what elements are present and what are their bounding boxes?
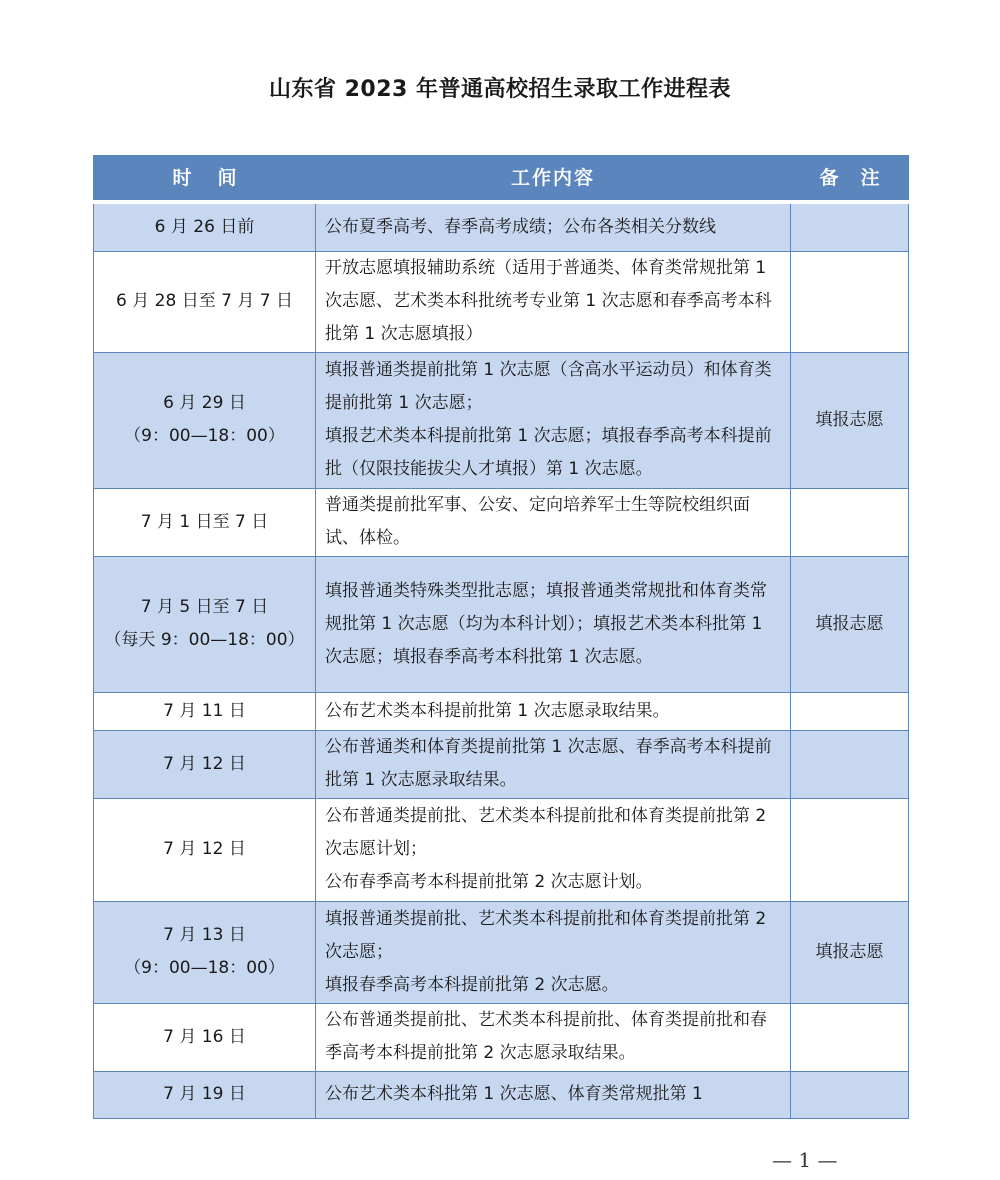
cell-content [316, 692, 791, 730]
cell-content [316, 798, 791, 901]
time-line: 7 月 5 日至 7 日 [140, 597, 269, 617]
page-title: 山东省 2023 年普通高校招生录取工作进程表 [268, 77, 732, 102]
content-line: 填报普通类特殊类型批志愿；填报普通类常规批和体育类常规批第 1 次志愿（均为本科计划）；填报艺术类本科批第 1 次志愿；填报春季高考本科批第 1 次志愿。 [325, 580, 767, 667]
cell-note [791, 251, 909, 352]
content-line: 普通类提前批军事、公安、定向培养军士生等院校组织面试、体检。 [325, 495, 750, 548]
table-row [94, 901, 909, 1003]
time-line: 7 月 13 日 [163, 925, 246, 945]
cell-note: 填报志愿 [791, 352, 909, 488]
cell-note: 填报志愿 [791, 901, 909, 1003]
cell-note [791, 488, 909, 556]
cell-time [94, 488, 316, 556]
cell-content [316, 901, 791, 1003]
cell-note [791, 692, 909, 730]
cell-time [94, 798, 316, 901]
admission-schedule-table [93, 155, 909, 1119]
cell-note: 填报志愿 [791, 556, 909, 692]
cell-time [94, 1003, 316, 1071]
table-row [94, 1071, 909, 1118]
table-row [94, 692, 909, 730]
cell-content [316, 730, 791, 798]
table-row [94, 1003, 909, 1071]
content-line: 公布春季高考本科提前批第 2 次志愿计划。 [325, 872, 653, 892]
table-row [94, 798, 909, 901]
cell-note [791, 202, 909, 251]
content-line: 公布普通类和体育类提前批第 1 次志愿、春季高考本科提前批第 1 次志愿录取结果。 [325, 737, 772, 790]
content-line: 填报艺术类本科提前批第 1 次志愿；填报春季高考本科提前批（仅限技能拔尖人才填报）第 1 次志愿。 [325, 426, 772, 479]
header-note: 备注 [791, 156, 909, 203]
content-line: 填报普通类提前批第 1 次志愿（含高水平运动员）和体育类提前批第 1 次志愿； [325, 360, 772, 413]
time-line: 6 月 29 日 [163, 393, 246, 413]
cell-content [316, 251, 791, 352]
cell-note [791, 798, 909, 901]
time-line: （9：00—18：00） [124, 958, 285, 978]
cell-time [94, 692, 316, 730]
content-line: 公布普通类提前批、艺术类本科提前批、体育类提前批和春季高考本科提前批第 2 次志愿录取结果。 [325, 1010, 767, 1063]
cell-time [94, 556, 316, 692]
cell-content [316, 352, 791, 488]
cell-time [94, 901, 316, 1003]
time-line: 7 月 12 日 [163, 753, 246, 774]
content-line: 公布夏季高考、春季高考成绩；公布各类相关分数线 [325, 216, 716, 237]
time-line: 6 月 28 日至 7 月 7 日 [116, 291, 293, 311]
content-line: 公布普通类提前批、艺术类本科提前批和体育类提前批第 2 次志愿计划； [325, 806, 767, 859]
cell-time [94, 1071, 316, 1118]
content-line: 填报春季高考本科提前批第 2 次志愿。 [325, 974, 619, 995]
time-line: 7 月 16 日 [163, 1026, 246, 1047]
time-line: 6 月 26 日前 [154, 216, 255, 237]
header-time: 时间 [94, 156, 316, 203]
cell-content [316, 1071, 791, 1118]
page-number: — 1 — [772, 1148, 838, 1172]
header-content: 工作内容 [316, 156, 791, 203]
cell-time [94, 730, 316, 798]
cell-note [791, 730, 909, 798]
cell-note [791, 1071, 909, 1118]
table-row [94, 352, 909, 488]
table-row [94, 730, 909, 798]
time-line: 7 月 11 日 [163, 700, 246, 721]
cell-content [316, 556, 791, 692]
table-row [94, 202, 909, 251]
time-line: 7 月 1 日至 7 日 [140, 511, 269, 532]
time-line: 7 月 19 日 [163, 1084, 246, 1104]
cell-time [94, 251, 316, 352]
table-row [94, 556, 909, 692]
cell-time [94, 352, 316, 488]
cell-content [316, 488, 791, 556]
table-header-row [94, 156, 909, 203]
time-line: 7 月 12 日 [163, 839, 246, 859]
content-line: 开放志愿填报辅助系统（适用于普通类、体育类常规批第 1 次志愿、艺术类本科批统考专业第 1 次志愿和春季高考本科批第 1 次志愿填报） [325, 258, 772, 344]
cell-content [316, 202, 791, 251]
content-line: 公布艺术类本科批第 1 次志愿、体育类常规批第 1 [325, 1084, 703, 1104]
content-line: 填报普通类提前批、艺术类本科提前批和体育类提前批第 2 次志愿； [325, 908, 767, 962]
cell-content [316, 1003, 791, 1071]
time-line: （9：00—18：00） [124, 426, 285, 446]
time-line: （每天 9：00—18：00） [104, 630, 305, 650]
cell-time [94, 202, 316, 251]
content-line: 公布艺术类本科提前批第 1 次志愿录取结果。 [325, 700, 670, 721]
cell-note [791, 1003, 909, 1071]
table-row [94, 251, 909, 352]
table-row [94, 488, 909, 556]
